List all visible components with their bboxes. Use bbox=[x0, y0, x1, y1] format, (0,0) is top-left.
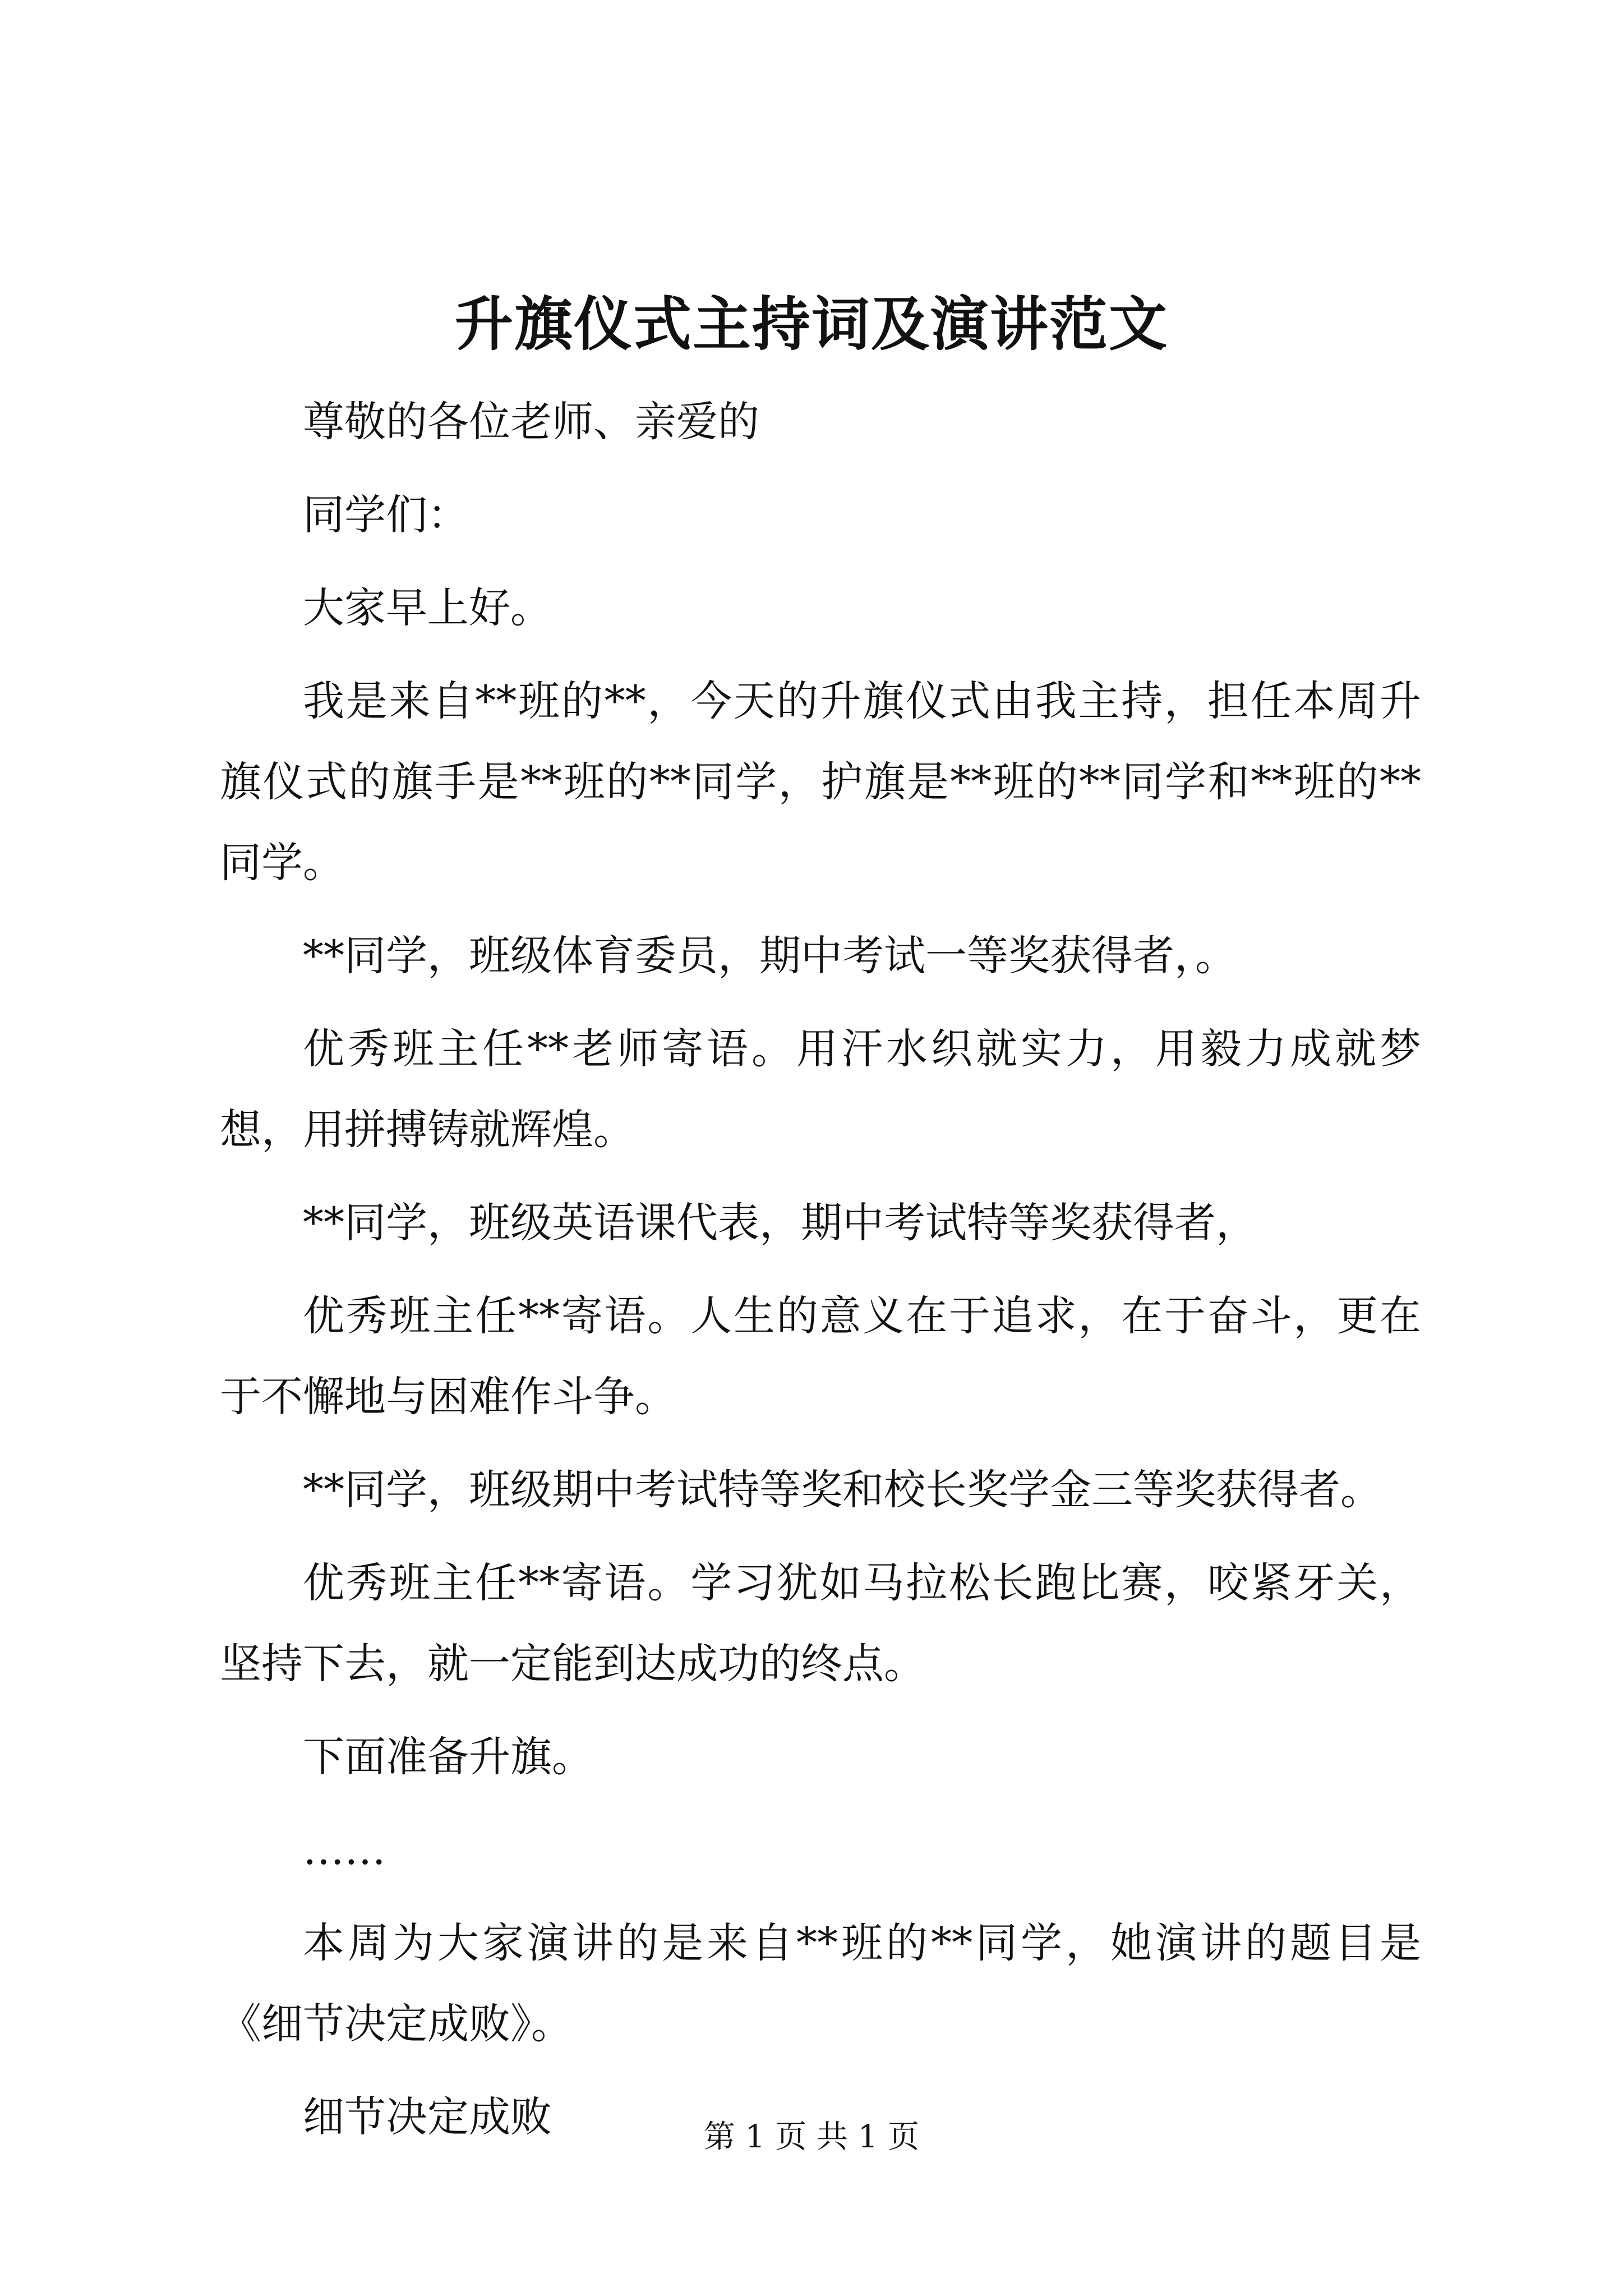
paragraph-student-3: **同学，班级期中考试特等奖和校长奖学金三等奖获得者。 bbox=[303, 1466, 1382, 1514]
paragraph-flag-raising: 下面准备升旗。 bbox=[303, 1733, 593, 1781]
paragraph-speech-intro: 本周为大家演讲的是来自**班的**同学，她演讲的题目是《细节决定成败》。 bbox=[220, 1919, 1421, 2048]
document-title: 升旗仪式主持词及演讲范文 bbox=[454, 289, 1168, 358]
paragraph-teacher-message-3: 优秀班主任**寄语。学习犹如马拉松长跑比赛，咬紧牙关，坚持下去，就一定能到达成功的终点。 bbox=[220, 1559, 1421, 1688]
page-footer: 第 1 页 共 1 页 bbox=[703, 2119, 920, 2155]
paragraph-greeting-2: 同学们： bbox=[303, 491, 469, 539]
paragraph-teacher-message-1: 优秀班主任**老师寄语。用汗水织就实力，用毅力成就梦想，用拼搏铸就辉煌。 bbox=[220, 1025, 1421, 1154]
paragraph-teacher-message-2: 优秀班主任**寄语。人生的意义在于追求，在于奋斗，更在于不懈地与困难作斗争。 bbox=[220, 1292, 1421, 1421]
paragraph-ellipsis: …… bbox=[303, 1826, 386, 1874]
paragraph-host-intro: 我是来自**班的**，今天的升旗仪式由我主持，担任本周升旗仪式的旗手是**班的**同学，护旗是**班的**同学和**班的**同学。 bbox=[220, 677, 1421, 887]
paragraph-student-1: **同学，班级体育委员，期中考试一等奖获得者，。 bbox=[303, 932, 1237, 980]
paragraph-student-2: **同学，班级英语课代表，期中考试特等奖获得者， bbox=[303, 1199, 1257, 1247]
paragraph-good-morning: 大家早上好。 bbox=[303, 584, 552, 632]
document-body bbox=[220, 381, 1421, 2170]
paragraph-speech-title: 细节决定成败 bbox=[303, 2093, 552, 2141]
paragraph-greeting-1: 尊敬的各位老师、亲爱的 bbox=[303, 398, 759, 446]
